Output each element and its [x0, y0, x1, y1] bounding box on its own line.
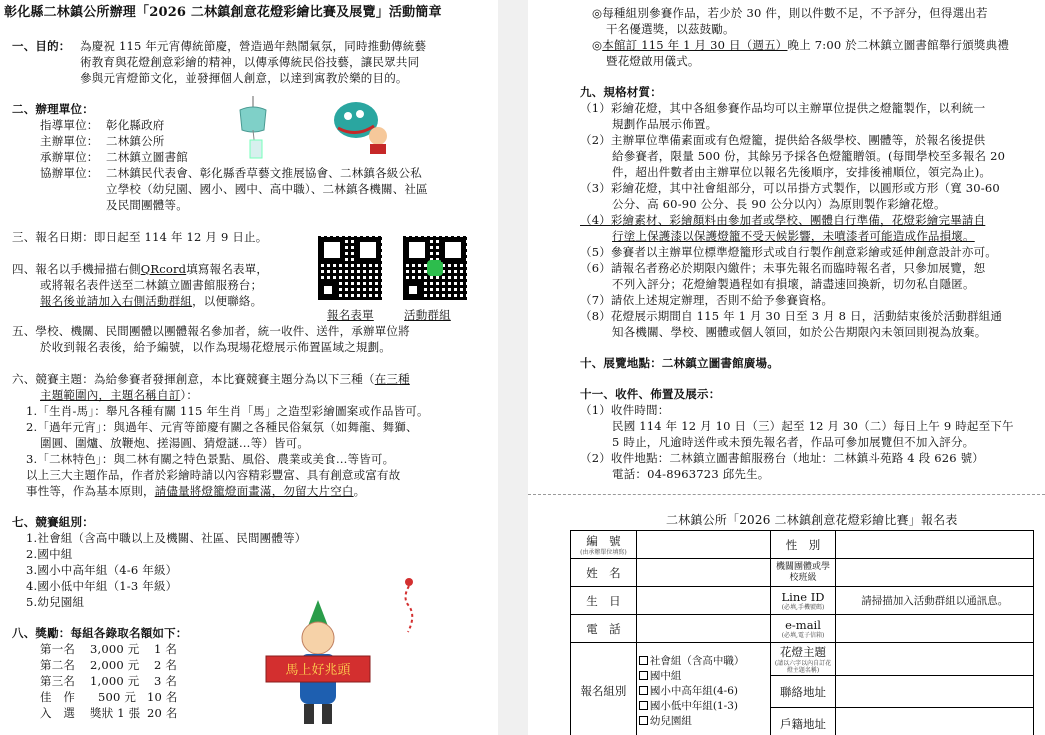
group-option-junior[interactable]: 國中組	[639, 669, 768, 684]
registration-date: 三、報名日期：即日起至 114 年 12 月 9 日止。	[12, 230, 268, 244]
theme-underline-1: 在三種	[374, 372, 410, 386]
activity-group-label: 活動群組	[404, 308, 451, 322]
group-item-2: 2.國中組	[26, 547, 73, 561]
theme-line-2	[40, 387, 198, 403]
theme-item-1: 1.「生肖-馬」：舉凡各種有關 115 年生肖「馬」之造型彩繪圖案或作品皆可。	[26, 404, 429, 418]
org-contractor-value: 二林鎮立圖書館	[106, 150, 188, 164]
registration-line-1	[12, 261, 268, 277]
schools-line-2: 於收到報名表後，給予編號，以作為現場花燈展示佈置區域之規劃。	[40, 340, 391, 354]
award-rank-3: 第三名	[40, 674, 76, 688]
form-gender-label: 性 別	[770, 531, 836, 559]
award-rank-4: 佳 作	[40, 690, 76, 704]
lion-dance-illustration	[330, 98, 394, 156]
form-row-group	[571, 643, 1034, 676]
reg-pre: 四、報名以手機掃描右側	[12, 262, 141, 276]
reg-post: 填寫報名表單，	[186, 262, 269, 276]
schools-line-1: 五、學校、機關、民間團體以團體報名參加者，統一收件、送件，承辦單位將	[12, 324, 410, 338]
form-school-label: 機關團體或學校班級	[770, 559, 836, 587]
spec-7: （7）請依上述規定辦理，否則不給予參賽資格。	[580, 293, 834, 307]
award-rank-1: 第一名	[40, 642, 76, 656]
checkbox-icon	[639, 701, 648, 710]
award-rank-2: 第二名	[40, 658, 76, 672]
form-tel-label: 電 話	[571, 615, 637, 643]
form-lantern-cell[interactable]	[836, 643, 1034, 676]
form-birth-cell[interactable]	[636, 587, 770, 615]
left-page	[0, 0, 498, 735]
spec-5: （5）參賽者以主辦單位標準燈籠形式或自行製作創意彩繪或延伸創意設計亦可。	[580, 245, 998, 259]
org-co-cont-1: 立學校（幼兒園、國小、國中、高中職）、二林鎮各機關、社區	[106, 182, 428, 196]
theme-line-1	[12, 371, 410, 387]
form-domicile-label: 戶籍地址	[770, 708, 836, 735]
spec-4-line-1: （4）彩繪素材、彩繪顏料由參加者或學校、團體自行準備，花燈彩繪完畢請自	[580, 213, 986, 227]
new-year-figure-illustration	[262, 598, 374, 728]
group-item-5: 5.幼兒園組	[26, 595, 85, 609]
theme-item-2-cont: 圍圓、圍爐、放鞭炮、搓湯圓、猜燈謎…等）皆可。	[40, 436, 310, 450]
group-qr-code[interactable]	[403, 236, 467, 300]
theme-underline-2: 主題範圍內，主題名稱自訂	[40, 388, 181, 402]
theme-intro: 六、競賽主題：為給參賽者發揮創意，本比賽競賽主題分為以下三種（	[12, 372, 375, 386]
checkbox-icon	[639, 656, 648, 665]
form-number-label: 編 號 (由承辦單位填寫)	[571, 531, 637, 559]
firecracker-illustration	[398, 576, 420, 636]
spec-4-line-2: 行塗上保護漆以保護燈籠不受天候影響，未噴漆者可能造成作品損壞。	[612, 229, 975, 243]
theme-note-1: 以上三大主題作品，作者於彩繪時請以內容精彩豐富、具有創意或富有故	[26, 468, 401, 482]
purpose-line-3: 參與元宵燈節文化，並發揮個人創意，以達到寓教於樂的目的。	[80, 71, 408, 85]
purpose-line-1: 為慶祝 115 年元宵傳統節慶，營造過年熱鬧氣氛，同時推動傳統藝	[80, 39, 427, 53]
form-tel-cell[interactable]	[636, 615, 770, 643]
spec-2-line-3: 件，超出件數者由主辦單位以報名先後順序，安排後補順位，領完為止)。	[612, 165, 992, 179]
award-rank-5: 入 選	[40, 706, 76, 720]
collect-time-label: （1）收件時間：	[580, 403, 670, 417]
spec-3-line-2: 公分、高 60-90 公分、長 90 公分以內）為原則製作彩繪花燈。	[612, 197, 946, 211]
form-row-tel	[571, 615, 1034, 643]
award-amount-5: 獎狀 1 張	[90, 706, 141, 720]
ceremony-bullet: ◎	[592, 38, 603, 52]
form-school-cell[interactable]	[836, 559, 1034, 587]
collect-time-line-2: 5 時止，凡逾時送件或未預先報名者，作品可參加展覽但不加入評分。	[612, 435, 975, 449]
page-gutter	[498, 0, 528, 735]
form-email-label: e-mail (必填,電子信箱)	[770, 615, 836, 643]
min-entries-line-2: 干名優選獎，以茲鼓勵。	[606, 22, 735, 36]
theme-item-3: 3.「二林特色」：與二林有關之特色景點、風俗、農業或美食…等皆可。	[26, 452, 395, 466]
groups-label: 七、競賽組別：	[12, 515, 94, 529]
purpose-label: 一、目的：	[12, 39, 71, 53]
group-option-kindergarten[interactable]: 幼兒園組	[639, 714, 768, 729]
award-count-2: 2 名	[154, 658, 178, 672]
org-contractor-key: 承辦單位：	[40, 150, 99, 164]
spec-3-line-1: （3）彩繪花燈，其中社會組部分，可以吊掛方式製作，以圓形或方形（寬 30-60	[580, 181, 1000, 195]
collect-place: （2）收件地點：二林鎮立圖書館服務台（地址：二林鎮斗苑路 4 段 626 號）	[580, 451, 985, 465]
spec-6-line-2: 不列入評分；花燈繪製過程如有損壞，請盡速回換新，切勿私自隱匿。	[612, 277, 975, 291]
spec-2-line-1: （2）主辦單位準備素面或有色燈籠，提供給各級學校、團體等，於報名後提供	[580, 133, 986, 147]
org-co-value: 二林鎮民代表會、彰化縣香草藝文推展協會、二林鎮各級公私	[106, 166, 422, 180]
purpose-line-2: 術教育與花燈創意彩繪的精神，以傳承傳統民俗技藝，讓民眾共同	[80, 55, 420, 69]
group-option-social[interactable]: 社會組（含高中職）	[639, 654, 768, 669]
group-item-4: 4.國小低中年組（1-3 年級）	[26, 579, 178, 593]
form-row-number	[571, 531, 1034, 559]
form-address-label: 聯絡地址	[770, 676, 836, 708]
form-row-name	[571, 559, 1034, 587]
org-guide-key: 指導單位：	[40, 118, 99, 132]
form-group-options	[636, 643, 770, 735]
spec-6-line-1: （6）請報名者務必於期限內繳件；未事先報名而臨時報名者，只參加展覽，恕	[580, 261, 986, 275]
org-host-value: 二林鎮公所	[106, 134, 165, 148]
checkbox-icon	[639, 671, 648, 680]
spec-8-line-1: （8）花燈展示期間自 115 年 1 月 30 日至 3 月 8 日，活動結束後於活動群組通	[580, 309, 1003, 323]
min-entries-line-1: ◎每種組別參賽作品，若少於 30 件，則以件數不足，不予評分，但得選出若	[592, 6, 988, 20]
join-group-text: 報名後並請加入右側活動群組	[40, 294, 193, 308]
spec-2-line-2: 給參賽者，限量 500 份，其餘另予採各色燈籠贈領。(每間學校至多報名 20	[612, 149, 1006, 163]
wind-chime-illustration	[232, 96, 274, 166]
collect-time-line-1: 民國 114 年 12 月 10 日（三）起至 12 月 30（二）每日上午 9 時起至下午	[612, 419, 1014, 433]
theme-note-end: 。	[353, 484, 366, 498]
contact-phone: 電話：04-8963723 邱先生。	[612, 467, 770, 481]
group-option-elem-low[interactable]: 國小低中年組(1-3)	[639, 699, 768, 714]
reg-contact: ，以便聯絡。	[192, 294, 263, 308]
form-email-cell[interactable]	[836, 615, 1034, 643]
form-address-cell[interactable]	[836, 676, 1034, 708]
group-item-3: 3.國小中高年組（4-6 年級）	[26, 563, 178, 577]
form-number-cell[interactable]	[636, 531, 770, 559]
theme-item-2: 2.「過年元宵」：與過年、元宵等節慶有關之各種民俗氣氛（如舞龍、舞獅、	[26, 420, 418, 434]
form-line-label: Line ID (必填,手機號碼)	[770, 587, 836, 615]
award-amount-2: 2,000 元	[90, 658, 140, 672]
form-row-birth	[571, 587, 1034, 615]
form-name-cell[interactable]	[636, 559, 770, 587]
ceremony-detail: 晚上 7:00 於二林鎮立圖書館舉行頒獎典禮	[787, 38, 1010, 52]
banner-text: 馬上好兆頭	[285, 663, 351, 678]
registration-form-label: 報名表單	[327, 308, 374, 322]
theme-colon: ）：	[180, 388, 199, 402]
ceremony-line-2: 暨花燈啟用儀式。	[606, 54, 700, 68]
registration-line-3	[40, 293, 262, 309]
org-guide-value: 彰化縣政府	[106, 118, 165, 132]
award-count-5: 20 名	[147, 706, 178, 720]
organizers-label: 二、辦理單位：	[12, 102, 94, 116]
registration-form-table	[570, 530, 1034, 735]
document-title: 彰化縣二林鎮公所辦理「2026 二林鎮創意花燈彩繪比賽及展覽」活動簡章	[4, 5, 442, 20]
spec-1-line-2: 規劃作品展示佈置。	[612, 117, 718, 131]
spec-8-line-2: 知各機關、學校、團體或個人領回，如於公告期限內未領回則視為放棄。	[612, 325, 987, 339]
form-gender-cell[interactable]	[836, 531, 1034, 559]
page-break-line	[528, 494, 1045, 495]
venue: 十、展覽地點：二林鎮立圖書館廣場。	[580, 356, 779, 370]
spec-label: 九、規格材質：	[580, 85, 662, 99]
form-birth-label: 生 日	[571, 587, 637, 615]
collect-label: 十一、收件、佈置及展示：	[580, 387, 721, 401]
org-co-cont-2: 及民間團體等。	[106, 198, 188, 212]
theme-note-underline: 請儘量將燈籠燈面畫滿，勿留大片空白	[154, 484, 354, 498]
form-title: 二林鎮公所「2026 二林鎮創意花燈彩繪比賽」報名表	[666, 513, 958, 527]
award-amount-1: 3,000 元	[90, 642, 140, 656]
theme-note-pre: 事性等，作為基本原則，	[26, 484, 155, 498]
ceremony-line-1	[592, 37, 1009, 53]
registration-qr-code[interactable]	[318, 236, 382, 300]
group-option-elem-high[interactable]: 國小中高年組(4-6)	[639, 684, 768, 699]
award-count-3: 3 名	[154, 674, 178, 688]
awards-label: 八、獎勵：每組各錄取名額如下：	[12, 626, 188, 640]
checkbox-icon	[639, 716, 648, 725]
form-domicile-cell[interactable]	[836, 708, 1034, 735]
qrcode-link[interactable]: QRcord	[140, 262, 187, 276]
form-line-cell[interactable]: 請掃描加入活動群組以通訊息。	[836, 587, 1034, 615]
ceremony-date: 本館訂 115 年 1 月 30 日（週五）	[602, 38, 788, 52]
theme-note-2	[26, 483, 365, 499]
registration-line-2: 或將報名表件送至二林鎮立圖書館服務台；	[40, 278, 263, 292]
group-item-1: 1.社會組（含高中職以上及機關、社區、民間團體等）	[26, 531, 307, 545]
award-amount-4: 500 元	[98, 690, 137, 704]
org-co-key: 協辦單位：	[40, 166, 99, 180]
form-group-label: 報名組別	[571, 643, 637, 735]
award-count-1: 1 名	[154, 642, 178, 656]
award-amount-3: 1,000 元	[90, 674, 140, 688]
checkbox-icon	[639, 686, 648, 695]
award-count-4: 10 名	[147, 690, 178, 704]
form-name-label: 姓 名	[571, 559, 637, 587]
spec-1-line-1: （1）彩繪花燈，其中各組參賽作品均可以主辦單位提供之燈籠製作，以利統一	[580, 101, 986, 115]
org-host-key: 主辦單位：	[40, 134, 99, 148]
form-lantern-label: 花燈主題 (請以六字以內自訂花燈主題名稱)	[770, 643, 836, 676]
